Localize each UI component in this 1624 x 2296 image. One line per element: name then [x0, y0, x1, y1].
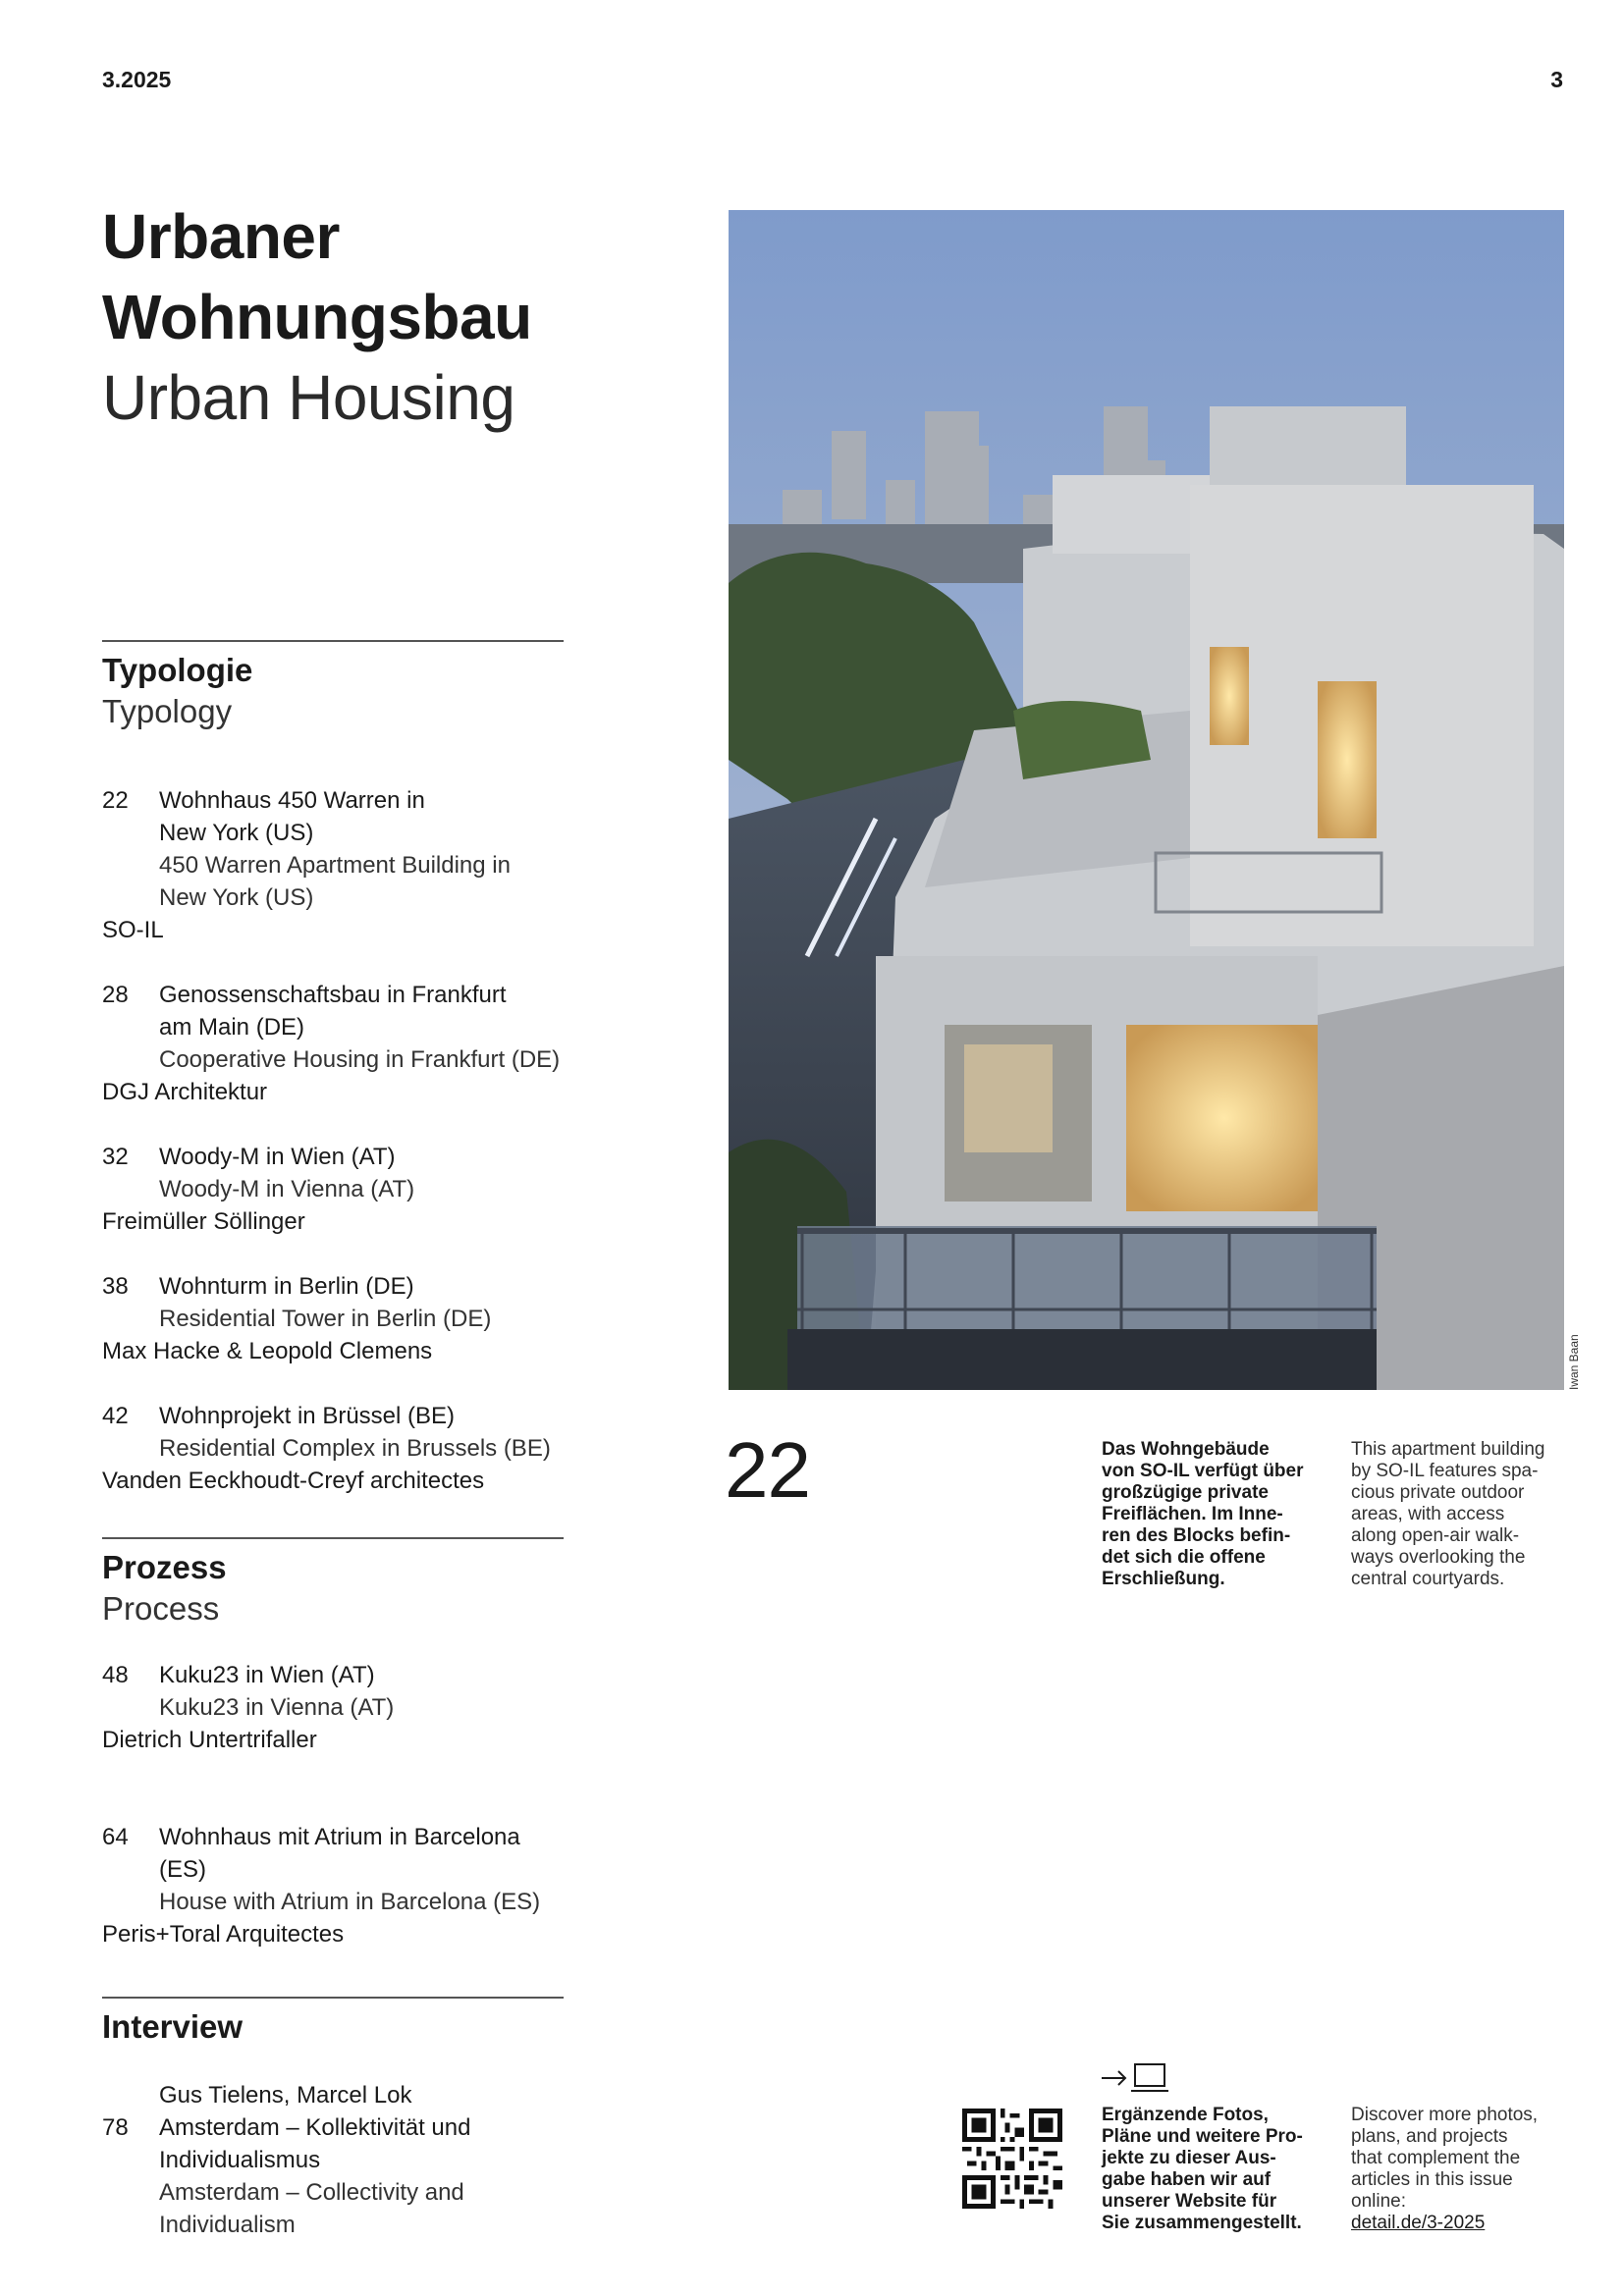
caption-line: along open-air walk-	[1351, 1525, 1520, 1546]
entry-page: 38	[102, 1273, 129, 1300]
entry-page: 22	[102, 787, 129, 814]
section-typology-header	[102, 640, 564, 732]
title-de-line2: Wohnungsbau	[102, 282, 532, 352]
entry-title-en: 450 Warren Apartment Building in	[159, 852, 511, 879]
online-line: plans, and projects	[1351, 2126, 1508, 2147]
entry-page: 28	[102, 982, 129, 1008]
caption-line: Erschließung.	[1102, 1569, 1225, 1589]
caption-line: areas, with access	[1351, 1504, 1505, 1524]
toc-entry[interactable]	[102, 1400, 573, 1497]
toc-entry[interactable]	[102, 1141, 573, 1238]
entry-title-de: Woody-M in Wien (AT)	[159, 1144, 396, 1170]
section-process-header	[102, 1537, 564, 1629]
online-line: Pläne und weitere Pro-	[1102, 2126, 1303, 2147]
entry-architect: Peris+Toral Arquitectes	[102, 1921, 345, 1948]
caption-line: det sich die offene	[1102, 1547, 1266, 1568]
caption-line: cious private outdoor	[1351, 1482, 1525, 1503]
caption-de	[1102, 1439, 1327, 1590]
entry-title-en: Residential Complex in Brussels (BE)	[159, 1435, 551, 1462]
entry-title-de: Wohnhaus mit Atrium in Barcelona	[159, 1824, 520, 1850]
online-line: Sie zusammengestellt.	[1102, 2213, 1302, 2233]
section-title-de: Prozess	[102, 1549, 227, 1585]
toc-entry[interactable]	[102, 1659, 573, 1756]
caption-line: Freiflächen. Im Inne-	[1102, 1504, 1283, 1524]
caption-line: ways overlooking the	[1351, 1547, 1526, 1568]
online-line: unserer Website für	[1102, 2191, 1277, 2212]
photo-credit: Iwan Baan	[1567, 1334, 1581, 1390]
entry-architect: SO-IL	[102, 917, 164, 943]
entry-title-de: Genossenschaftsbau in Frankfurt	[159, 982, 507, 1008]
caption-line: central courtyards.	[1351, 1569, 1505, 1589]
caption-line: ren des Blocks befin-	[1102, 1525, 1291, 1546]
entry-title-en: New York (US)	[159, 884, 314, 911]
toc-entry[interactable]	[102, 2079, 573, 2241]
toc-entry[interactable]	[102, 979, 573, 1108]
entry-title-de: Wohnhaus 450 Warren in	[159, 787, 425, 814]
entry-title-de: Individualismus	[159, 2147, 321, 2173]
entry-page: 78	[102, 2114, 129, 2141]
caption-line: großzügige private	[1102, 1482, 1269, 1503]
toc-entry[interactable]	[102, 1821, 573, 1950]
section-title-de: Typologie	[102, 652, 253, 688]
feature-photo	[729, 210, 1564, 1390]
qr-code-icon[interactable]	[962, 2109, 1062, 2209]
page-number: 3	[1550, 67, 1563, 92]
entry-title-en: Woody-M in Vienna (AT)	[159, 1176, 415, 1202]
entry-title-de: (ES)	[159, 1856, 206, 1883]
entry-architect: Max Hacke & Leopold Clemens	[102, 1338, 433, 1364]
section-divider	[102, 640, 564, 642]
title-de-line1: Urbaner	[102, 201, 340, 272]
caption-line: Das Wohngebäude	[1102, 1439, 1270, 1460]
title-en: Urban Housing	[102, 362, 515, 433]
online-line: articles in this issue	[1351, 2169, 1513, 2190]
website-link[interactable]: detail.de/3-2025	[1351, 2213, 1486, 2233]
entry-page: 48	[102, 1662, 129, 1688]
entry-title-de: Wohnturm in Berlin (DE)	[159, 1273, 414, 1300]
caption-line: by SO-IL features spa-	[1351, 1461, 1539, 1481]
caption-en	[1351, 1439, 1577, 1590]
online-line: gabe haben wir auf	[1102, 2169, 1272, 2190]
arrow-screen-icon	[1100, 2061, 1168, 2100]
issue-date: 3.2025	[102, 67, 172, 92]
section-title-en: Process	[102, 1590, 220, 1627]
online-text-de	[1102, 2105, 1327, 2234]
section-title-de: Interview	[102, 2008, 244, 2045]
entry-architect: DGJ Architektur	[102, 1079, 268, 1105]
caption-line: von SO-IL verfügt über	[1102, 1461, 1304, 1481]
toc-entry[interactable]	[102, 784, 573, 946]
online-line: Ergänzende Fotos,	[1102, 2105, 1269, 2125]
entry-title-de: Amsterdam – Kollektivität und	[159, 2114, 471, 2141]
caption-line: This apartment building	[1351, 1439, 1545, 1460]
entry-page: 64	[102, 1824, 129, 1850]
entry-title-en: Kuku23 in Vienna (AT)	[159, 1694, 395, 1721]
entry-title-en: Cooperative Housing in Frankfurt (DE)	[159, 1046, 561, 1073]
page-title	[102, 196, 593, 438]
entry-title-en: Amsterdam – Collectivity and	[159, 2179, 464, 2206]
section-divider	[102, 1997, 564, 1999]
entry-title-de: Wohnprojekt in Brüssel (BE)	[159, 1403, 456, 1429]
online-line: online:	[1351, 2191, 1406, 2212]
entry-architect: Dietrich Untertrifaller	[102, 1727, 317, 1753]
entry-page: 42	[102, 1403, 129, 1429]
entry-title-de: New York (US)	[159, 820, 314, 846]
online-line: Discover more photos,	[1351, 2105, 1539, 2125]
toc-entry[interactable]	[102, 1270, 573, 1367]
section-interview-header	[102, 1997, 564, 2048]
online-line: jekte zu dieser Aus-	[1102, 2148, 1276, 2168]
entry-title-en: Residential Tower in Berlin (DE)	[159, 1306, 492, 1332]
entry-title-en: Individualism	[159, 2212, 296, 2238]
entry-people: Gus Tielens, Marcel Lok	[159, 2082, 412, 2109]
entry-architect: Vanden Eeckhoudt-Creyf architectes	[102, 1468, 485, 1494]
section-divider	[102, 1537, 564, 1539]
feature-page-number: 22	[725, 1426, 810, 1514]
entry-architect: Freimüller Söllinger	[102, 1208, 305, 1235]
section-title-en: Typology	[102, 693, 233, 729]
entry-title-en: House with Atrium in Barcelona (ES)	[159, 1889, 541, 1915]
entry-title-de: Kuku23 in Wien (AT)	[159, 1662, 375, 1688]
online-text-en	[1351, 2105, 1577, 2234]
entry-title-de: am Main (DE)	[159, 1014, 305, 1041]
entry-page: 32	[102, 1144, 129, 1170]
online-line: that complement the	[1351, 2148, 1521, 2168]
